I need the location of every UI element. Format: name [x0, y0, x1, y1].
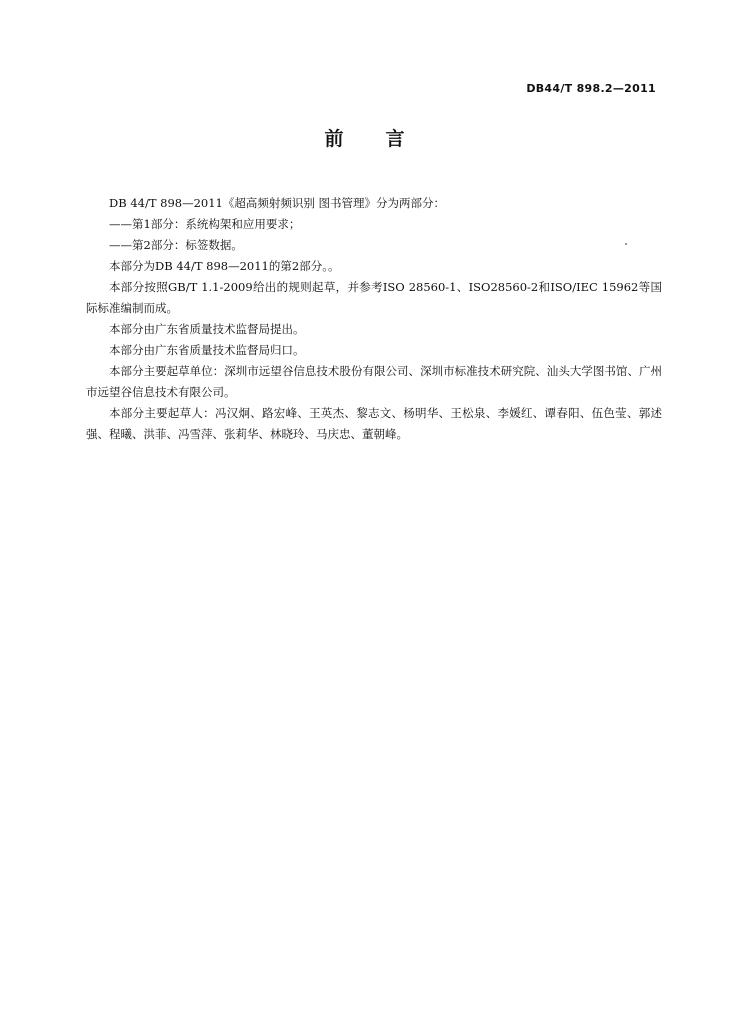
- foreword-body: [86, 193, 662, 445]
- title-char-2: 言: [385, 128, 405, 150]
- paragraph-drafting-rules: 本部分按照GB/T 1.1-2009给出的规则起草，并参考ISO 28560-1、ISO28560-2和ISO/IEC 15962等国际标准编制而成。: [86, 280, 662, 315]
- paragraph-proposed-by: 本部分由广东省质量技术监督局提出。: [109, 322, 305, 336]
- title-char-1: 前: [324, 128, 344, 150]
- paragraph-managed-by: 本部分由广东省质量技术监督局归口。: [109, 343, 305, 357]
- paragraph-drafting-units: 本部分主要起草单位：深圳市远望谷信息技术股份有限公司、深圳市标准技术研究院、汕头大学图书馆、广州市远望谷信息技术有限公司。: [86, 364, 662, 399]
- list-item-part2: ——第2部分：标签数据。: [109, 238, 243, 252]
- list-item-part1: ——第1部分：系统构架和应用要求；: [109, 217, 301, 231]
- paragraph-drafters: 本部分主要起草人：冯汉炯、路宏峰、王英杰、黎志文、杨明华、王松泉、李媛红、谭春阳、伍色莹、郭述强、程曦、洪菲、冯雪萍、张莉华、林晓玲、马庆忠、董朝峰。: [86, 406, 662, 441]
- document-code: DB44/T 898.2—2011: [526, 82, 656, 95]
- scan-speck: [625, 243, 627, 245]
- paragraph-parts-intro: DB 44/T 898—2011《超高频射频识别 图书管理》分为两部分：: [109, 196, 446, 210]
- page-title: [0, 124, 729, 151]
- paragraph-this-part: 本部分为DB 44/T 898—2011的第2部分。。: [109, 259, 340, 273]
